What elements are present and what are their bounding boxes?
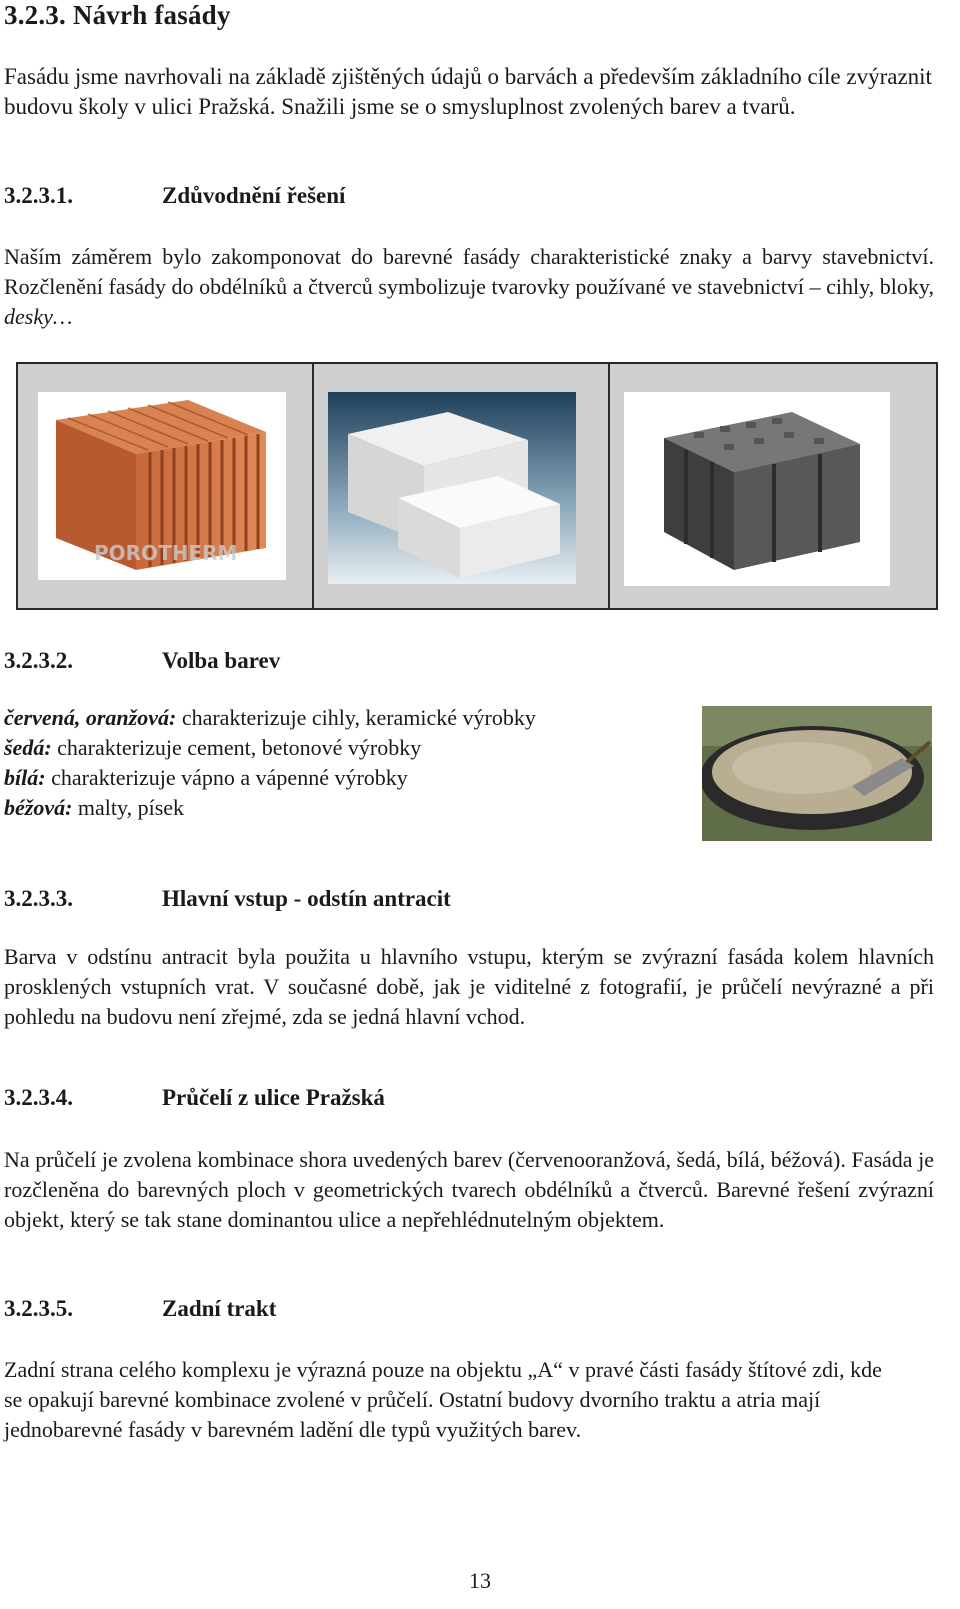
mortar-wheelbarrow-image [702, 706, 932, 841]
color-term: bílá: [4, 765, 46, 790]
subsection-number: 3.2.3.1. [4, 183, 73, 208]
intro-paragraph: Fasádu jsme navrhovali na základě zjištěných údajů o barvách a především základního cíle zvýraznit budovu školy v ulici Pražská. Snažili jsme se o smysluplnost zvolených barev a tvarů. [4, 64, 932, 119]
subsection-heading-4 [4, 1085, 385, 1111]
section-heading [4, 0, 231, 31]
color-desc: charakterizuje cihly, keramické výrobky [176, 705, 536, 730]
image-cell-aerated-block [314, 364, 610, 608]
aerated-concrete-block-image [328, 392, 576, 584]
paragraph-hlavni-vstup: Barva v odstínu antracit byla použita u hlavního vstupu, kterým se zvýrazní fasáda kolem hlavních prosklených vstupních vrat. V současné době, jak je viditelné z fotografií, je průčelí nevýrazné a při pohledu na budovu není zřejmé, zda se jedná hlavní vchod. [4, 944, 934, 1029]
paragraph-italic-text: desky… [4, 304, 73, 329]
subsection-title: Hlavní vstup - odstín antracit [162, 886, 451, 911]
color-item [4, 793, 536, 823]
color-desc: charakterizuje cement, betonové výrobky [51, 735, 422, 760]
color-item [4, 733, 536, 763]
paragraph-zadni-trakt: Zadní strana celého komplexu je výrazná pouze na objektu „A“ v pravé části fasády štítové zdi, kde se opakují barevné kombinace zvolené v průčelí. Ostatní budovy dvorního traktu a atria mají jednobarevné fasády v barevném ladění dle typů využitých barev. [4, 1357, 882, 1442]
color-desc: malty, písek [72, 795, 185, 820]
section-title: Návrh fasády [72, 0, 231, 30]
subsection-title: Zadní trakt [162, 1296, 277, 1321]
section-number: 3.2.3. [4, 0, 66, 30]
color-term: šedá: [4, 735, 52, 760]
page-number: 13 [469, 1568, 491, 1593]
subsection-heading-1 [4, 183, 345, 209]
paragraph-zduvodneni [4, 242, 934, 332]
color-desc: charakterizuje vápno a vápenné výrobky [45, 765, 408, 790]
subsection-title: Volba barev [162, 648, 281, 673]
subsection-heading-3 [4, 886, 451, 912]
color-item [4, 703, 536, 733]
color-term: béžová: [4, 795, 73, 820]
paragraph-pruceli: Na průčelí je zvolena kombinace shora uvedených barev (červenooranžová, šedá, bílá, béžová). Fasáda je rozčleněna do barevných ploch v geometrických tvarech obdélníků a čtverců. Barevné řešení zvýrazní objekt, který se tak stane dominantou ulice a nepřehlédnutelným objektem. [4, 1147, 934, 1232]
color-item [4, 763, 536, 793]
image-cell-brick [18, 364, 314, 608]
subsection-number: 3.2.3.4. [4, 1085, 73, 1110]
subsection-heading-2 [4, 648, 280, 674]
color-list [4, 703, 536, 823]
paragraph-text: Naším záměrem bylo zakomponovat do barevné fasády charakteristické znaky a barvy stavebnictví. Rozčlenění fasády do obdélníků a čtverců symbolizuje tvarovky používané ve stavebnictví – cihly, bloky, [4, 244, 934, 299]
concrete-block-image [624, 392, 890, 586]
watermark-text: POROTHERM [94, 541, 238, 565]
subsection-title: Průčelí z ulice Pražská [162, 1085, 385, 1110]
subsection-number: 3.2.3.5. [4, 1296, 73, 1321]
color-term: červená, oranžová: [4, 705, 177, 730]
subsection-title: Zdůvodnění řešení [162, 183, 346, 208]
building-blocks-image-table [16, 362, 938, 610]
subsection-number: 3.2.3.2. [4, 648, 73, 673]
image-cell-concrete-block [610, 364, 936, 608]
subsection-number: 3.2.3.3. [4, 886, 73, 911]
subsection-heading-5 [4, 1296, 276, 1322]
ceramic-brick-image [38, 392, 286, 580]
